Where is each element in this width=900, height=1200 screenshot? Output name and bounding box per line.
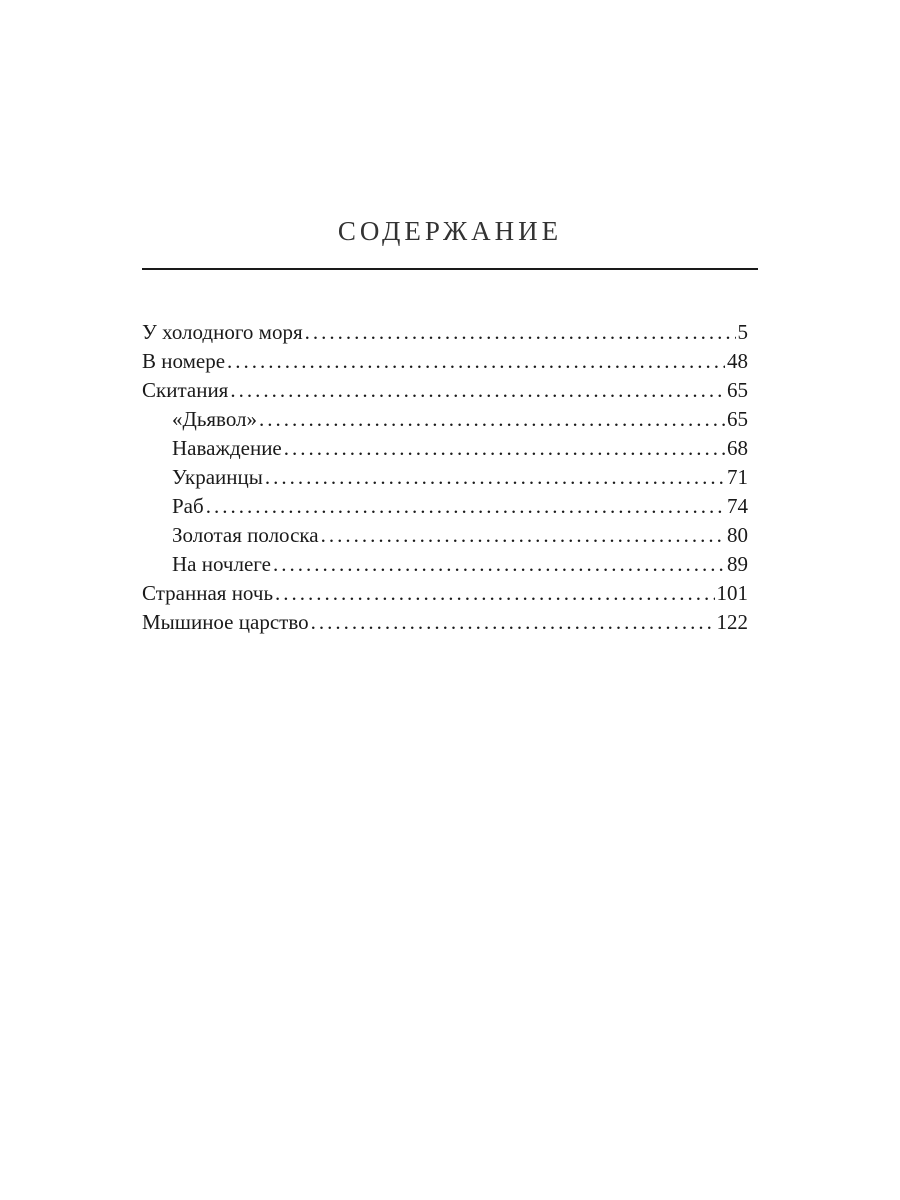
toc-entry-page: 65 xyxy=(727,407,748,431)
toc-subentry[interactable] xyxy=(142,405,748,434)
toc-entry-page: 74 xyxy=(727,494,748,518)
dot-leader xyxy=(273,550,725,579)
dot-leader xyxy=(206,492,725,521)
toc-entry-title: Наваждение xyxy=(172,436,282,460)
dot-leader xyxy=(311,608,715,637)
toc-entry[interactable] xyxy=(142,608,748,637)
dot-leader xyxy=(259,405,725,434)
dot-leader xyxy=(305,318,736,347)
toc-subentry[interactable] xyxy=(142,550,748,579)
dot-leader xyxy=(230,376,725,405)
toc-entry[interactable] xyxy=(142,376,748,405)
dot-leader xyxy=(284,434,725,463)
toc-entry-title: Раб xyxy=(172,494,204,518)
toc-entry-page: 122 xyxy=(716,610,748,634)
toc-entry-page: 48 xyxy=(727,349,748,373)
toc-subentry[interactable] xyxy=(142,463,748,492)
dot-leader xyxy=(265,463,725,492)
toc-entry-page: 80 xyxy=(727,523,748,547)
toc-entry-page: 65 xyxy=(727,378,748,402)
toc-entry-page: 68 xyxy=(727,436,748,460)
toc-entry-page: 89 xyxy=(727,552,748,576)
toc-entry-title: Странная ночь xyxy=(142,581,274,605)
dot-leader xyxy=(321,521,725,550)
toc-entry-title: У холодного моря xyxy=(142,320,303,344)
toc-subentry[interactable] xyxy=(142,434,748,463)
title-divider xyxy=(142,268,758,270)
toc-entry-title: Мышиное царство xyxy=(142,610,309,634)
toc-entry-page: 5 xyxy=(737,320,748,344)
toc-entry[interactable] xyxy=(142,318,748,347)
toc-entry-title: «Дьявол» xyxy=(172,407,258,431)
toc-subentry[interactable] xyxy=(142,521,748,550)
toc-entry-title: Золотая полоска xyxy=(172,523,319,547)
table-of-contents xyxy=(142,318,748,637)
toc-entry-title: Украинцы xyxy=(172,465,263,489)
toc-entry-title: Скитания xyxy=(142,378,229,402)
toc-entry-title: В номере xyxy=(142,349,226,373)
toc-subentry[interactable] xyxy=(142,492,748,521)
page-title: СОДЕРЖАНИЕ xyxy=(337,216,563,246)
toc-entry-page: 101 xyxy=(716,581,748,605)
dot-leader xyxy=(227,347,725,376)
toc-entry[interactable] xyxy=(142,579,748,608)
toc-entry-page: 71 xyxy=(727,465,748,489)
dot-leader xyxy=(275,579,714,608)
toc-entry-title: На ночлеге xyxy=(172,552,271,576)
toc-entry[interactable] xyxy=(142,347,748,376)
